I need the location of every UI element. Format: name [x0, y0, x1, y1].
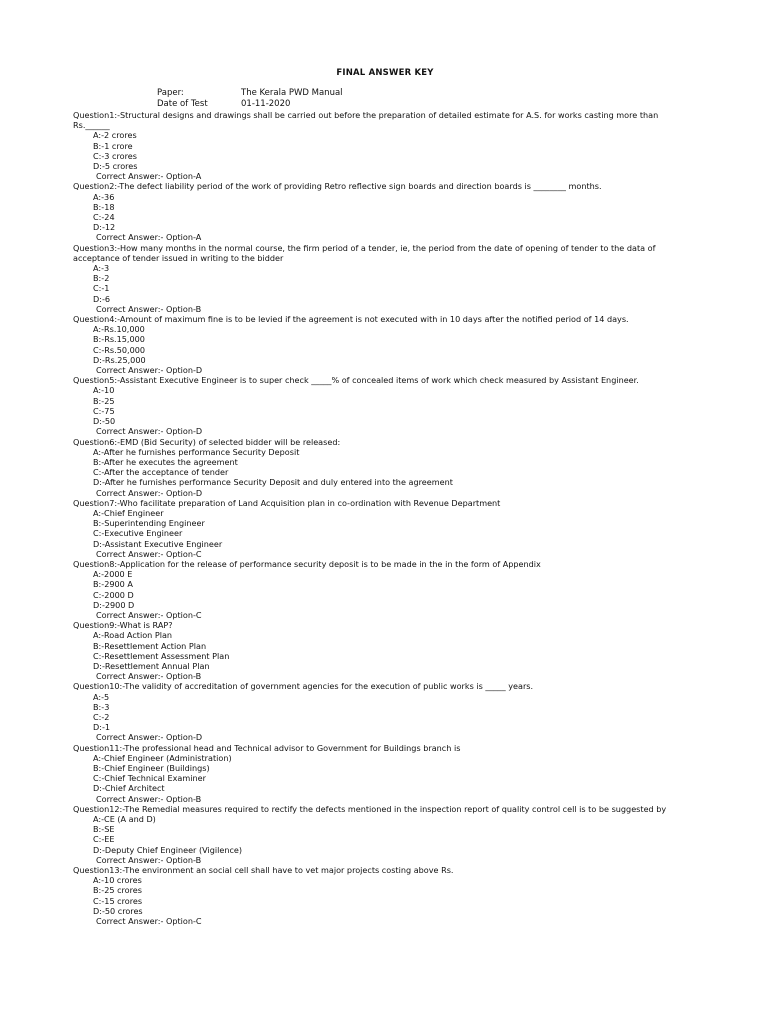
question-block [73, 437, 683, 498]
answer-option: B:-25 [93, 395, 115, 406]
answer-option: D:-6 [93, 293, 111, 304]
answer-option: B:-Superintending Engineer [93, 518, 205, 529]
date-value: 01-11-2020 [241, 99, 291, 109]
answer-option: D:-50 crores [93, 905, 143, 916]
answer-option: B:-2900 A [93, 579, 133, 590]
answer-option: D:-1 [93, 722, 111, 733]
correct-answer: Correct Answer:- Option-C [96, 916, 202, 927]
correct-answer: Correct Answer:- Option-C [96, 609, 202, 620]
answer-option: B:-SE [93, 824, 115, 835]
answer-option: C:-2000 D [93, 589, 134, 600]
answer-option: B:-2 [93, 273, 110, 284]
question-list [73, 110, 683, 926]
question-text: Question7:-Who facilitate preparation of Land Acquisition plan in co-ordination with Revenue Department [73, 497, 501, 508]
question-text: Question13:-The environment an social cell shall have to vet major projects costing above Rs. [73, 865, 454, 876]
answer-option: A:-Road Action Plan [93, 630, 173, 641]
answer-option: D:-2900 D [93, 599, 135, 610]
answer-option: B:-25 crores [93, 885, 142, 896]
answer-option: A:-2000 E [93, 569, 133, 580]
question-block [73, 375, 683, 436]
answer-option: C:-EE [93, 834, 115, 845]
paper-value: The Kerala PWD Manual [241, 88, 343, 98]
answer-option: A:-Chief Engineer [93, 507, 164, 518]
answer-option: A:-3 [93, 263, 110, 274]
question-block [73, 314, 683, 375]
answer-option: C:-After the acceptance of tender [93, 467, 229, 478]
question-text: Question8:-Application for the release of performance security deposit is to be made in the in the form of Appendix [73, 558, 541, 569]
correct-answer: Correct Answer:- Option-D [96, 732, 203, 743]
correct-answer: Correct Answer:- Option-B [96, 303, 202, 314]
answer-option: A:-10 crores [93, 875, 142, 886]
date-label: Date of Test [157, 99, 208, 109]
answer-option: D:-5 crores [93, 161, 138, 172]
answer-option: B:-3 [93, 701, 110, 712]
answer-option: D:-Deputy Chief Engineer (Vigilence) [93, 844, 243, 855]
answer-option: C:-75 [93, 405, 115, 416]
answer-option: D:-Resettlement Annual Plan [93, 660, 210, 671]
answer-option: C:-Rs.50,000 [93, 344, 146, 355]
question-text: Question2:-The defect liability period of the work of providing Retro reflective sign boards and direction boards is ________ months. [73, 181, 602, 192]
answer-option: A:-After he furnishes performance Security Deposit [93, 446, 300, 457]
answer-option: A:-Chief Engineer (Administration) [93, 752, 232, 763]
question-text: Question11:-The professional head and Technical advisor to Government for Buildings branch is [73, 742, 461, 753]
answer-option: D:-Rs.25,000 [93, 354, 146, 365]
question-text: Question4:-Amount of maximum fine is to be levied if the agreement is not executed with in 10 days after the notified period of 14 days. [73, 314, 629, 325]
question-block [73, 110, 683, 181]
answer-option: B:-Chief Engineer (Buildings) [93, 763, 210, 773]
question-block [73, 181, 683, 242]
answer-option: A:-CE (A and D) [93, 814, 156, 825]
correct-answer: Correct Answer:- Option-B [96, 854, 202, 865]
answer-option: B:-Resettlement Action Plan [93, 640, 207, 651]
answer-option: D:-Chief Architect [93, 783, 165, 794]
answer-option: C:-2 [93, 711, 110, 722]
question-block [73, 620, 683, 681]
correct-answer: Correct Answer:- Option-D [96, 487, 203, 498]
question-block [73, 804, 683, 865]
correct-answer: Correct Answer:- Option-C [96, 548, 202, 559]
question-block [73, 681, 683, 742]
question-text: Question10:-The validity of accreditation of government agencies for the execution of public works is _____ years. [73, 681, 534, 692]
answer-option: B:-1 crore [93, 140, 133, 151]
question-block [73, 865, 683, 926]
answer-option: C:-15 crores [93, 895, 143, 906]
question-block [73, 498, 683, 559]
answer-option: C:-24 [93, 212, 115, 223]
page-title: FINAL ANSWER KEY [336, 68, 434, 78]
question-block [73, 243, 683, 314]
correct-answer: Correct Answer:- Option-D [96, 426, 203, 437]
paper-row [157, 88, 343, 99]
question-text: Question3:-How many months in the normal course, the firm period of a tender, ie, the period from the date of opening of tender to the data of acceptance of tender issued in writing to the bidder [73, 242, 656, 263]
answer-option: D:-50 [93, 416, 116, 427]
paper-label: Paper: [157, 88, 184, 98]
question-text: Question1:-Structural designs and drawings shall be carried out before the preparation of detailed estimate for A.S. for works casting more than Rs.______ [73, 110, 659, 131]
answer-option: C:-Chief Technical Examiner [93, 773, 206, 784]
answer-option: C:-Resettlement Assessment Plan [93, 650, 230, 661]
answer-option: B:-Rs.15,000 [93, 334, 145, 345]
answer-option: A:-10 [93, 385, 115, 396]
date-row [157, 99, 290, 110]
answer-option: B:-After he executes the agreement [93, 456, 238, 467]
question-text: Question12:-The Remedial measures required to rectify the defects mentioned in the inspection report of quality control cell is to be suggested by [73, 803, 667, 814]
correct-answer: Correct Answer:- Option-D [96, 365, 203, 376]
correct-answer: Correct Answer:- Option-A [96, 171, 202, 182]
answer-option: D:-12 [93, 222, 116, 233]
answer-option: D:-After he furnishes performance Security Deposit and duly entered into the agreement [93, 477, 453, 488]
correct-answer: Correct Answer:- Option-B [96, 793, 202, 804]
answer-option: B:-18 [93, 201, 115, 212]
answer-option: A:-5 [93, 691, 110, 702]
answer-option: C:-3 crores [93, 150, 137, 161]
answer-option: A:-Rs.10,000 [93, 324, 145, 335]
question-block [73, 559, 683, 620]
answer-option: D:-Assistant Executive Engineer [93, 538, 223, 549]
answer-option: A:-36 [93, 191, 115, 202]
answer-option: C:-1 [93, 283, 110, 294]
question-text: Question5:-Assistant Executive Engineer is to super check _____% of concealed items of work which check measured by Assistant Engineer. [73, 375, 639, 386]
question-text: Question6:-EMD (Bid Security) of selected bidder will be released: [73, 436, 341, 447]
answer-option: A:-2 crores [93, 130, 137, 141]
correct-answer: Correct Answer:- Option-B [96, 671, 202, 682]
correct-answer: Correct Answer:- Option-A [96, 232, 202, 243]
answer-option: C:-Executive Engineer [93, 528, 183, 539]
question-text: Question9:-What is RAP? [73, 620, 173, 631]
question-block [73, 743, 683, 804]
